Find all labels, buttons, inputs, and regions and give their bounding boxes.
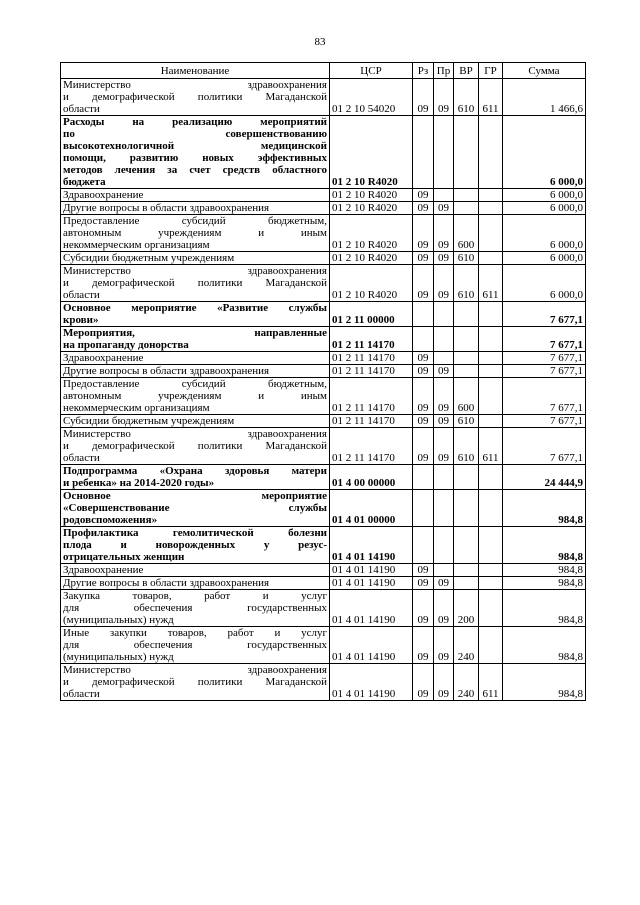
cell-sum: 984,8 — [503, 664, 586, 701]
cell-csr: 01 2 11 00000 — [330, 302, 413, 327]
cell-name-line: Предоставление субсидий бюджетным, — [63, 378, 327, 390]
cell-name-line: и демографической политики Магаданской — [63, 277, 327, 289]
cell-rz: 09 — [413, 189, 434, 202]
cell-name — [61, 664, 330, 701]
cell-pr — [434, 465, 454, 490]
cell-sum: 7 677,1 — [503, 327, 586, 352]
cell-gr — [479, 215, 503, 252]
cell-gr — [479, 590, 503, 627]
cell-gr — [479, 327, 503, 352]
cell-name-line: Подпрограмма «Охрана здоровья матери — [63, 465, 327, 477]
cell-csr: 01 4 01 14190 — [330, 627, 413, 664]
cell-pr: 09 — [434, 79, 454, 116]
table-row — [61, 590, 586, 627]
cell-name — [61, 202, 330, 215]
column-header-sum: Сумма — [503, 63, 586, 79]
cell-name-line: автономным учреждениям и иным — [63, 390, 327, 402]
cell-pr — [434, 189, 454, 202]
table-row — [61, 365, 586, 378]
cell-name — [61, 215, 330, 252]
cell-sum: 7 677,1 — [503, 302, 586, 327]
cell-csr: 01 2 11 14170 — [330, 428, 413, 465]
column-header-name: Наименование — [61, 63, 330, 79]
cell-name-line: Министерство здравоохранения — [63, 79, 327, 91]
cell-sum: 984,8 — [503, 527, 586, 564]
cell-vr: 610 — [454, 428, 479, 465]
cell-pr: 09 — [434, 202, 454, 215]
cell-pr: 09 — [434, 428, 454, 465]
cell-name-line: и демографической политики Магаданской — [63, 91, 327, 103]
cell-vr — [454, 490, 479, 527]
cell-sum: 6 000,0 — [503, 116, 586, 189]
cell-name — [61, 365, 330, 378]
cell-name — [61, 564, 330, 577]
cell-rz — [413, 490, 434, 527]
cell-name-line: бюджета — [63, 176, 106, 188]
cell-csr: 01 2 10 R4020 — [330, 215, 413, 252]
cell-rz: 09 — [413, 378, 434, 415]
table-row — [61, 415, 586, 428]
cell-sum: 7 677,1 — [503, 378, 586, 415]
cell-name-line: и демографической политики Магаданской — [63, 676, 327, 688]
cell-name-line: Министерство здравоохранения — [63, 265, 327, 277]
table-body — [61, 79, 586, 701]
cell-name-line: области — [63, 289, 100, 301]
table-row — [61, 265, 586, 302]
table-row — [61, 564, 586, 577]
cell-gr: 611 — [479, 265, 503, 302]
cell-name-line: Другие вопросы в области здравоохранения — [63, 202, 270, 214]
cell-pr: 09 — [434, 365, 454, 378]
cell-name-line: области — [63, 688, 100, 700]
cell-csr: 01 2 10 R4020 — [330, 116, 413, 189]
cell-pr — [434, 352, 454, 365]
cell-csr: 01 4 01 14190 — [330, 590, 413, 627]
cell-csr: 01 4 01 14190 — [330, 564, 413, 577]
cell-sum: 1 466,6 — [503, 79, 586, 116]
cell-vr — [454, 352, 479, 365]
cell-rz: 09 — [413, 215, 434, 252]
cell-vr — [454, 365, 479, 378]
cell-vr — [454, 577, 479, 590]
table-row — [61, 378, 586, 415]
cell-vr: 600 — [454, 215, 479, 252]
cell-name-line: методов лечения за счет средств областного — [63, 164, 327, 176]
cell-csr: 01 2 10 R4020 — [330, 189, 413, 202]
cell-name — [61, 490, 330, 527]
cell-csr: 01 4 00 00000 — [330, 465, 413, 490]
cell-rz — [413, 116, 434, 189]
cell-vr: 600 — [454, 378, 479, 415]
cell-name-line: Здравоохранение — [63, 564, 144, 576]
cell-vr: 610 — [454, 415, 479, 428]
table-row — [61, 352, 586, 365]
cell-name-line: высокотехнологичной медицинской — [63, 140, 327, 152]
cell-vr — [454, 116, 479, 189]
cell-name-line: Основное мероприятие — [63, 490, 327, 502]
cell-name — [61, 189, 330, 202]
cell-pr — [434, 116, 454, 189]
cell-sum: 6 000,0 — [503, 215, 586, 252]
cell-name-line: (муниципальных) нужд — [63, 614, 174, 626]
cell-name-line: крови» — [63, 314, 99, 326]
cell-csr: 01 2 10 R4020 — [330, 252, 413, 265]
cell-sum: 984,8 — [503, 627, 586, 664]
cell-csr: 01 2 11 14170 — [330, 327, 413, 352]
cell-vr — [454, 302, 479, 327]
cell-pr — [434, 327, 454, 352]
cell-sum: 7 677,1 — [503, 365, 586, 378]
cell-name-line: для обеспечения государственных — [63, 639, 327, 651]
cell-name-line: и демографической политики Магаданской — [63, 440, 327, 452]
cell-rz: 09 — [413, 202, 434, 215]
cell-rz: 09 — [413, 252, 434, 265]
cell-name-line: и ребенка» на 2014-2020 годы» — [63, 477, 215, 489]
cell-name-line: отрицательных женщин — [63, 551, 185, 563]
column-header-gr: ГР — [479, 63, 503, 79]
page-number: 83 — [314, 36, 326, 48]
cell-name-line: Профилактика гемолитической болезни — [63, 527, 327, 539]
cell-name-line: Другие вопросы в области здравоохранения — [63, 577, 270, 589]
cell-gr: 611 — [479, 664, 503, 701]
table-row — [61, 327, 586, 352]
cell-pr: 09 — [434, 415, 454, 428]
cell-gr — [479, 302, 503, 327]
cell-name-line: Здравоохранение — [63, 352, 144, 364]
cell-pr: 09 — [434, 378, 454, 415]
cell-vr — [454, 202, 479, 215]
cell-gr — [479, 490, 503, 527]
cell-rz — [413, 327, 434, 352]
cell-vr: 610 — [454, 79, 479, 116]
cell-sum: 7 677,1 — [503, 428, 586, 465]
cell-sum: 6 000,0 — [503, 265, 586, 302]
cell-gr: 611 — [479, 79, 503, 116]
cell-name-line: Министерство здравоохранения — [63, 428, 327, 440]
table-row — [61, 577, 586, 590]
table-row — [61, 252, 586, 265]
cell-pr — [434, 527, 454, 564]
cell-name-line: Иные закупки товаров, работ и услуг — [63, 627, 327, 639]
cell-csr: 01 2 11 14170 — [330, 415, 413, 428]
cell-sum: 7 677,1 — [503, 352, 586, 365]
cell-rz: 09 — [413, 352, 434, 365]
cell-name — [61, 415, 330, 428]
table-row — [61, 189, 586, 202]
cell-vr — [454, 527, 479, 564]
cell-pr: 09 — [434, 627, 454, 664]
cell-name — [61, 302, 330, 327]
cell-pr — [434, 490, 454, 527]
cell-vr — [454, 327, 479, 352]
cell-sum: 7 677,1 — [503, 415, 586, 428]
column-header-pr: Пр — [434, 63, 454, 79]
cell-name — [61, 116, 330, 189]
cell-name-line: Министерство здравоохранения — [63, 664, 327, 676]
cell-csr: 01 2 11 14170 — [330, 378, 413, 415]
table-row — [61, 664, 586, 701]
cell-sum: 6 000,0 — [503, 202, 586, 215]
cell-name-line: Субсидии бюджетным учреждениям — [63, 252, 235, 264]
cell-pr: 09 — [434, 664, 454, 701]
cell-name-line: автономным учреждениям и иным — [63, 227, 327, 239]
cell-rz: 09 — [413, 564, 434, 577]
table-row — [61, 490, 586, 527]
cell-sum: 984,8 — [503, 590, 586, 627]
cell-csr: 01 2 11 14170 — [330, 352, 413, 365]
cell-sum: 984,8 — [503, 577, 586, 590]
cell-rz: 09 — [413, 664, 434, 701]
table-row — [61, 215, 586, 252]
cell-vr: 240 — [454, 664, 479, 701]
cell-csr: 01 4 01 14190 — [330, 664, 413, 701]
cell-gr — [479, 564, 503, 577]
cell-sum: 984,8 — [503, 564, 586, 577]
cell-gr — [479, 577, 503, 590]
cell-pr: 09 — [434, 252, 454, 265]
cell-name — [61, 79, 330, 116]
column-header-csr: ЦСР — [330, 63, 413, 79]
cell-pr: 09 — [434, 590, 454, 627]
cell-sum: 6 000,0 — [503, 252, 586, 265]
cell-csr: 01 4 01 00000 — [330, 490, 413, 527]
cell-name-line: на пропаганду донорства — [63, 339, 189, 351]
cell-name-line: (муниципальных) нужд — [63, 651, 174, 663]
cell-csr: 01 4 01 14190 — [330, 527, 413, 564]
cell-vr — [454, 564, 479, 577]
cell-name — [61, 378, 330, 415]
cell-name-line: Расходы на реализацию мероприятий — [63, 116, 327, 128]
table-row — [61, 627, 586, 664]
cell-name-line: для обеспечения государственных — [63, 602, 327, 614]
cell-vr: 240 — [454, 627, 479, 664]
cell-gr — [479, 378, 503, 415]
cell-rz: 09 — [413, 577, 434, 590]
cell-vr — [454, 189, 479, 202]
cell-name — [61, 352, 330, 365]
cell-name-line: родовспоможения» — [63, 514, 158, 526]
cell-rz: 09 — [413, 590, 434, 627]
cell-vr: 610 — [454, 265, 479, 302]
cell-pr — [434, 564, 454, 577]
cell-name-line: области — [63, 452, 100, 464]
cell-gr — [479, 189, 503, 202]
cell-gr — [479, 252, 503, 265]
cell-name — [61, 327, 330, 352]
cell-gr — [479, 465, 503, 490]
cell-rz: 09 — [413, 265, 434, 302]
cell-name-line: плода и новорожденных у резус- — [63, 539, 327, 551]
cell-name-line: Мероприятия, направленные — [63, 327, 327, 339]
cell-name — [61, 590, 330, 627]
cell-rz — [413, 465, 434, 490]
cell-rz: 09 — [413, 428, 434, 465]
column-header-vr: ВР — [454, 63, 479, 79]
cell-rz: 09 — [413, 79, 434, 116]
cell-rz: 09 — [413, 365, 434, 378]
cell-vr: 610 — [454, 252, 479, 265]
cell-name-line: Закупка товаров, работ и услуг — [63, 590, 327, 602]
cell-name-line: по совершенствованию — [63, 128, 327, 140]
cell-sum: 984,8 — [503, 490, 586, 527]
cell-vr — [454, 465, 479, 490]
cell-csr: 01 2 10 R4020 — [330, 202, 413, 215]
cell-name — [61, 465, 330, 490]
cell-rz: 09 — [413, 415, 434, 428]
table-row — [61, 428, 586, 465]
table-row — [61, 527, 586, 564]
cell-sum: 24 444,9 — [503, 465, 586, 490]
column-header-rz: Рз — [413, 63, 434, 79]
cell-name-line: Субсидии бюджетным учреждениям — [63, 415, 235, 427]
cell-name-line: «Совершенствование службы — [63, 502, 327, 514]
cell-sum: 6 000,0 — [503, 189, 586, 202]
cell-gr — [479, 365, 503, 378]
cell-name-line: помощи, развитию новых эффективных — [63, 152, 327, 164]
cell-name — [61, 252, 330, 265]
cell-pr — [434, 302, 454, 327]
cell-name-line: некоммерческим организациям — [63, 239, 210, 251]
cell-gr — [479, 627, 503, 664]
cell-csr: 01 2 10 R4020 — [330, 265, 413, 302]
cell-csr: 01 2 11 14170 — [330, 365, 413, 378]
table-header-row — [61, 63, 586, 79]
table-row — [61, 465, 586, 490]
table-row — [61, 302, 586, 327]
cell-gr — [479, 415, 503, 428]
cell-pr: 09 — [434, 577, 454, 590]
cell-gr — [479, 202, 503, 215]
cell-name — [61, 265, 330, 302]
cell-rz — [413, 302, 434, 327]
cell-name-line: области — [63, 103, 100, 115]
cell-name-line: Предоставление субсидий бюджетным, — [63, 215, 327, 227]
cell-pr: 09 — [434, 215, 454, 252]
cell-name-line: Здравоохранение — [63, 189, 144, 201]
cell-csr: 01 4 01 14190 — [330, 577, 413, 590]
cell-pr: 09 — [434, 265, 454, 302]
table-row — [61, 202, 586, 215]
cell-vr: 200 — [454, 590, 479, 627]
cell-csr: 01 2 10 54020 — [330, 79, 413, 116]
cell-gr — [479, 527, 503, 564]
table-row — [61, 116, 586, 189]
budget-table — [60, 62, 586, 701]
cell-rz — [413, 527, 434, 564]
cell-name — [61, 527, 330, 564]
cell-rz: 09 — [413, 627, 434, 664]
cell-name-line: Другие вопросы в области здравоохранения — [63, 365, 270, 377]
cell-name — [61, 627, 330, 664]
cell-name — [61, 577, 330, 590]
cell-name-line: Основное мероприятие «Развитие службы — [63, 302, 327, 314]
cell-gr — [479, 116, 503, 189]
cell-name-line: некоммерческим организациям — [63, 402, 210, 414]
cell-gr: 611 — [479, 428, 503, 465]
cell-gr — [479, 352, 503, 365]
cell-name — [61, 428, 330, 465]
table-row — [61, 79, 586, 116]
